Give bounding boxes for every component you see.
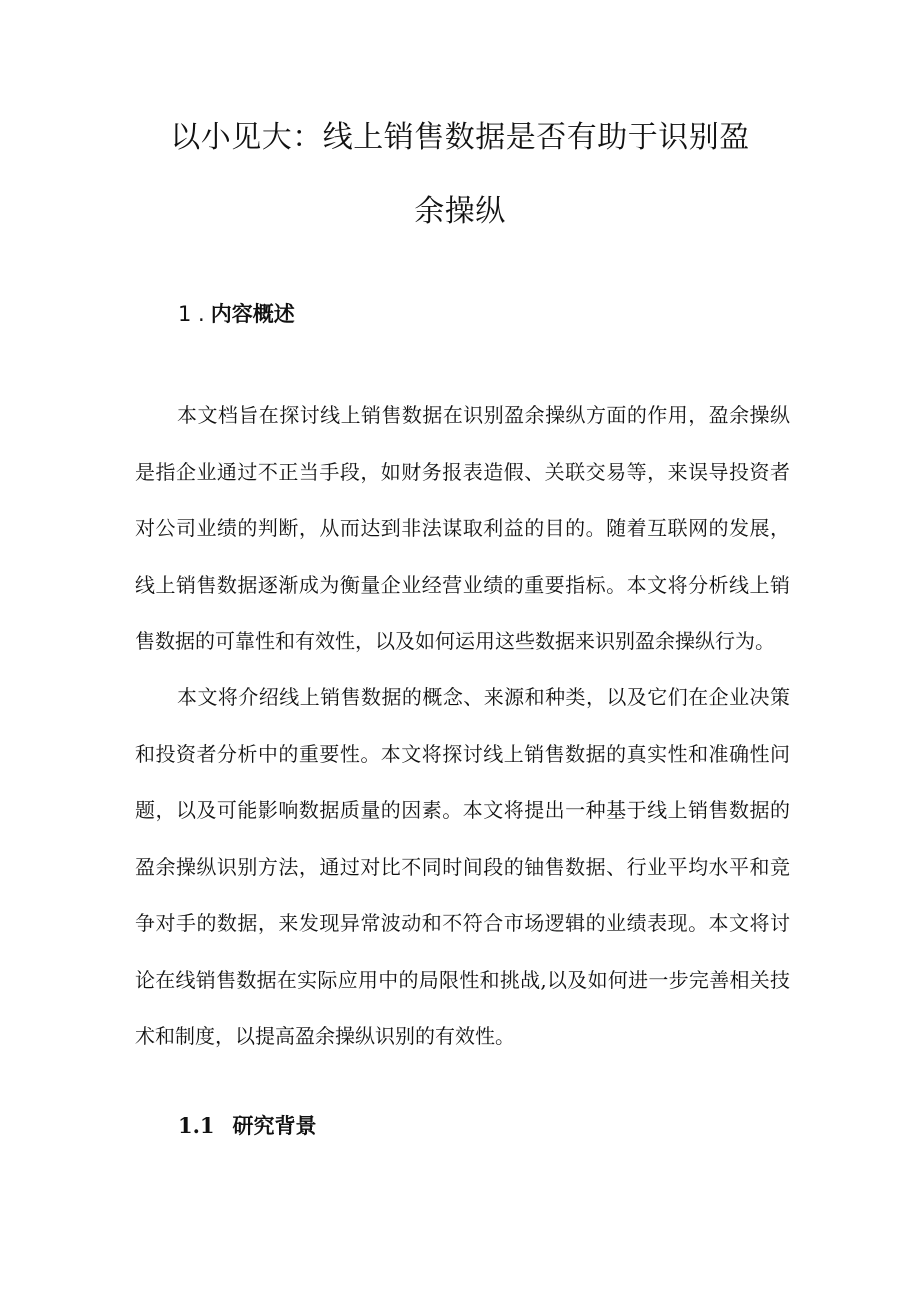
subsection-title: 研究背景 <box>232 1114 317 1138</box>
section-heading-1 <box>178 298 295 328</box>
section-number: 1 . <box>178 302 205 326</box>
paragraph-2: 本文将介绍线上销售数据的概念、来源和种类，以及它们在企业决策和投资者分析中的重要性。本文将探讨线上销售数据的真实性和准确性问题，以及可能影响数据质量的因素。本文将提出一种基于线上销售数据的盈余操纵识别方法，通过对比不同时间段的铀售数据、行业平均水平和竞争对手的数据，来发现异常波动和不符合市场逻辑的业绩表现。本文将讨论在线销售数据在实际应用中的局限性和挑战,以及如何进一步完善相关技术和制度，以提高盈余操纵识别的有效性。 <box>135 685 790 1048</box>
paragraph-1: 本文档旨在探讨线上销售数据在识别盈余操纵方面的作用，盈余操纵是指企业通过不正当手段，如财务报表造假、关联交易等，来误导投资者对公司业绩的判断，从而达到非法谋取利益的目的。随着互联网的发展，线上销售数据逐渐成为衡量企业经营业绩的重要指标。本文将分析线上销售数据的可靠性和有效性，以及如何运用这些数据来识别盈余操纵行为。 <box>135 403 790 653</box>
section-title: 内容概述 <box>210 302 295 326</box>
subsection-number: 1.1 <box>178 1113 215 1138</box>
document-title-line-1: 以小见大：线上销售数据是否有助于识别盈 <box>170 120 750 155</box>
section-heading-1-1 <box>178 1110 317 1140</box>
document-title-line-2: 余操纵 <box>414 194 506 229</box>
